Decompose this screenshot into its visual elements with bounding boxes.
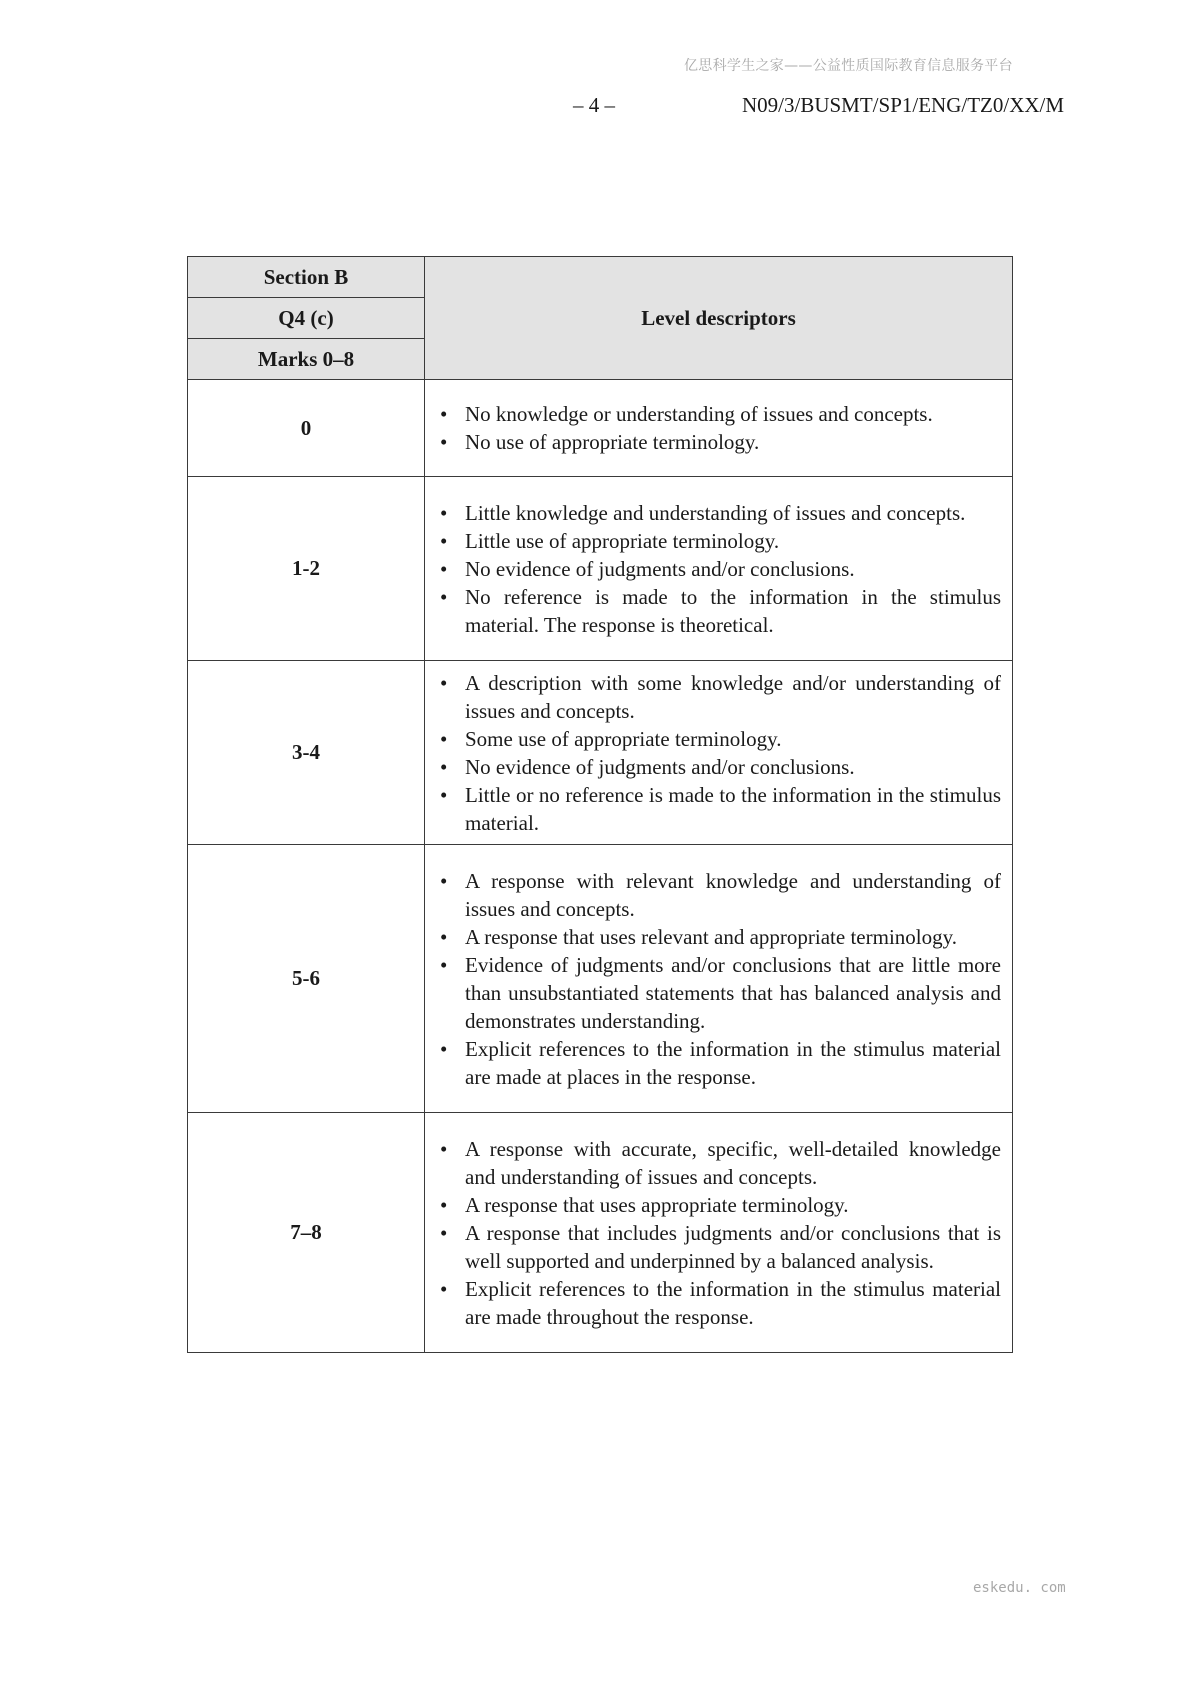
descriptor-item: • No reference is made to the information in the stimulus material. The response is theoretical. <box>435 583 1001 639</box>
descriptor-item: • No use of appropriate terminology. <box>435 428 1001 456</box>
table-row <box>188 845 1013 1113</box>
section-label: Section B <box>188 257 425 298</box>
table-row <box>188 1113 1013 1353</box>
markscheme-table <box>187 256 1013 1353</box>
descriptor-item: • A response that uses relevant and appropriate terminology. <box>435 923 1001 951</box>
descriptor-list <box>435 1135 1001 1331</box>
descriptor-cell <box>425 845 1013 1113</box>
mark-band: 7–8 <box>188 1113 425 1353</box>
descriptor-item: • A response that includes judgments and/or conclusions that is well supported and underpinned by a balanced analysis. <box>435 1219 1001 1275</box>
descriptor-item: • Little use of appropriate terminology. <box>435 527 1001 555</box>
descriptor-cell <box>425 477 1013 661</box>
question-label: Q4 (c) <box>188 298 425 339</box>
descriptor-cell <box>425 380 1013 477</box>
descriptor-item: • No knowledge or understanding of issues and concepts. <box>435 400 1001 428</box>
mark-band: 1-2 <box>188 477 425 661</box>
table-row <box>188 661 1013 845</box>
descriptor-list <box>435 867 1001 1091</box>
marks-range-label: Marks 0–8 <box>188 339 425 380</box>
descriptor-item: • Explicit references to the information in the stimulus material are made at places in the response. <box>435 1035 1001 1091</box>
table-header-row <box>188 257 1013 298</box>
mark-band: 5-6 <box>188 845 425 1113</box>
table-row <box>188 477 1013 661</box>
descriptor-item: • A response with relevant knowledge and understanding of issues and concepts. <box>435 867 1001 923</box>
descriptor-list <box>435 400 1001 456</box>
descriptor-list <box>435 669 1001 837</box>
watermark-top: 亿思科学生之家——公益性质国际教育信息服务平台 <box>684 58 1013 74</box>
descriptor-item: • Little or no reference is made to the information in the stimulus material. <box>435 781 1001 837</box>
descriptor-item: • A response with accurate, specific, well-detailed knowledge and understanding of issues and concepts. <box>435 1135 1001 1191</box>
descriptor-item: • Evidence of judgments and/or conclusions that are little more than unsubstantiated statements that has balanced analysis and demonstrates understanding. <box>435 951 1001 1035</box>
mark-band: 0 <box>188 380 425 477</box>
descriptor-item: • Little knowledge and understanding of issues and concepts. <box>435 499 1001 527</box>
table-row <box>188 380 1013 477</box>
descriptor-cell <box>425 661 1013 845</box>
watermark-bottom: eskedu. com <box>973 1580 1066 1596</box>
descriptor-item: • No evidence of judgments and/or conclusions. <box>435 555 1001 583</box>
level-descriptors-header: Level descriptors <box>425 257 1013 380</box>
descriptor-item: • Some use of appropriate terminology. <box>435 725 1001 753</box>
descriptor-list <box>435 499 1001 639</box>
mark-band: 3-4 <box>188 661 425 845</box>
descriptor-item: • A response that uses appropriate terminology. <box>435 1191 1001 1219</box>
descriptor-item: • Explicit references to the information in the stimulus material are made throughout the response. <box>435 1275 1001 1331</box>
document-code: N09/3/BUSMT/SP1/ENG/TZ0/XX/M <box>742 93 1065 117</box>
descriptor-item: • A description with some knowledge and/or understanding of issues and concepts. <box>435 669 1001 725</box>
page-number: – 4 – <box>573 93 615 117</box>
descriptor-cell <box>425 1113 1013 1353</box>
descriptor-item: • No evidence of judgments and/or conclusions. <box>435 753 1001 781</box>
